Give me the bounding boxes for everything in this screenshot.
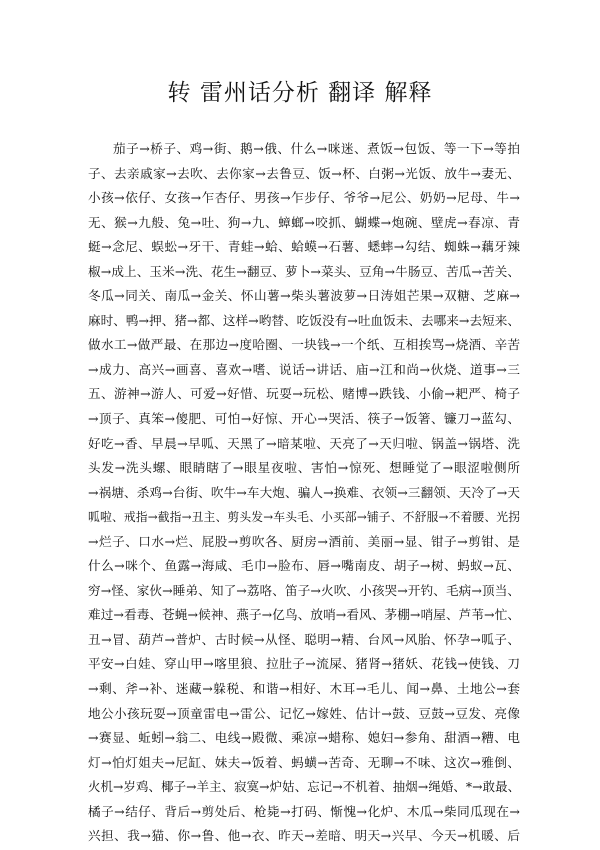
body-line: 兴担、我→猫、你→鲁、他→衣、昨天→差暗、明天→兴早、今天→机暖、后: [88, 828, 520, 844]
body-line: 冬瓜→同关、南瓜→金关、怀山薯→柴头薯波萝→日涛姐芒果→双糖、芝麻→: [88, 288, 520, 304]
body-line: 茄子→桥子、鸡→街、鹅→俄、什么→咪迷、煮饭→包饭、等一下→等拍: [113, 141, 520, 156]
body-line: 做水工→做严最、在那边→度哈圈、一块钱→一个纸、互相挨骂→烧酒、辛苦: [88, 337, 520, 353]
body-line: 椒→成上、玉米→洗、花生→翻豆、萝卜→菜头、豆角→牛肠豆、苦瓜→苦关、: [88, 263, 520, 279]
body-line: 五、游神→游人、可爱→好惜、玩耍→玩松、赌博→跌钱、小偷→耙严、椅子: [88, 386, 520, 402]
body-line: →烂子、口水→烂、屁股→剪吹各、厨房→酒前、美丽→显、钳子→剪钳、是: [88, 533, 520, 549]
body-line: 呱啦、戒指→截指→丑主、剪头发→车头毛、小买部→铺子、不舒服→不着腰、光拐: [88, 510, 520, 525]
body-line: 麻时、鸭→押、猪→都、这样→哟替、吃饭没有→吐血饭未、去哪来→去短来、: [88, 312, 520, 328]
body-line: 难过→看毒、苍蝇→候神、燕子→亿鸟、放哨→看风、茅棚→哨屋、芦苇→忙、: [88, 607, 520, 623]
body-line: →成力、高兴→画喜、喜欢→嗜、说话→讲话、庙→江和尚→伙烧、道事→三: [88, 361, 520, 377]
document-title: 转 雷州话分析 翻译 解释: [167, 80, 433, 106]
body-line: 无、猴→九般、兔→吐、狗→九、蟑螂→咬抓、蝴蝶→炮碗、壁虎→春凉、青: [88, 214, 520, 230]
body-line: →顶子、真笨→傻肥、可怕→好惊、开心→哭活、筷子→饭箸、镰刀→蓝勾、: [88, 411, 520, 427]
body-line: 橘子→结仔、背后→剪处后、枪毙→打码、惭愧→化炉、木瓜→柴同瓜现在→: [88, 803, 520, 819]
body-line: →剩、斧→补、迷藏→躲税、和谐→相好、木耳→毛儿、闻→鼻、土地公→套: [88, 681, 520, 697]
body-line: 什么→咪个、鱼露→海咸、毛巾→脸布、唇→嘴南皮、胡子→树、蚂蚁→瓦、: [88, 558, 520, 574]
body-line: 平安→白娃、穿山甲→喀里狼、拉肚子→流屎、猪肾→猪妖、花钱→使钱、刀: [88, 656, 520, 672]
body-line: 穷→怪、家伙→睡弟、知了→荔咯、笛子→火吹、小孩哭→开钓、毛病→顶当、: [88, 582, 520, 598]
body-line: →祸塘、杀鸡→台街、吹牛→车大炮、骗人→换难、衣领→三翻领、天冷了→天: [88, 484, 520, 500]
body-line: 头发→洗头螺、眼睛瞎了→眼星夜啦、害怕→惊死、想睡觉了→眼涩啦侧所: [88, 460, 520, 476]
body-line: 子、去亲戚家→去吹、去你家→去鲁豆、饭→杯、白粥→光饭、放牛→妻无、: [88, 165, 520, 181]
body-line: →赛显、蚯蚓→翁二、电线→殿微、乘凉→蜡称、媳妇→参角、甜酒→糟、电: [88, 730, 520, 746]
body-line: 灯→怕灯姐夫→尼缸、妹夫→饭着、蚂蟥→苦奇、无聊→不味、这次→雅倒、: [88, 754, 520, 770]
body-line: 丑→冒、葫芦→普炉、古时候→从怪、聪明→精、台风→风胎、怀孕→呱子、: [88, 631, 520, 647]
body-line: 地公小孩玩耍→顶童雷电→雷公、记忆→嫁姓、估计→鼓、豆鼓→豆发、亮像: [88, 705, 520, 721]
body-line: 小孩→依仔、女孩→乍杏仔、男孩→乍步仔、爷爷→尼公、奶奶→尼母、牛→: [88, 190, 520, 206]
body-line: 好吃→香、早晨→早呱、天黑了→暗某啦、天亮了→天归啦、锅盖→锅塔、洗: [88, 435, 520, 451]
document-body: [88, 137, 520, 849]
body-line: 火机→岁鸡、椰子→羊主、寂寞→炉姑、忘记→不机着、抽烟→绳婚、*→敢最、: [88, 779, 520, 795]
body-line: 蜓→念尼、蜈蚣→牙干、青蛙→蛤、蛤蟆→石薯、蟋蟀→勾结、蜘蛛→藕牙辣: [88, 239, 520, 255]
